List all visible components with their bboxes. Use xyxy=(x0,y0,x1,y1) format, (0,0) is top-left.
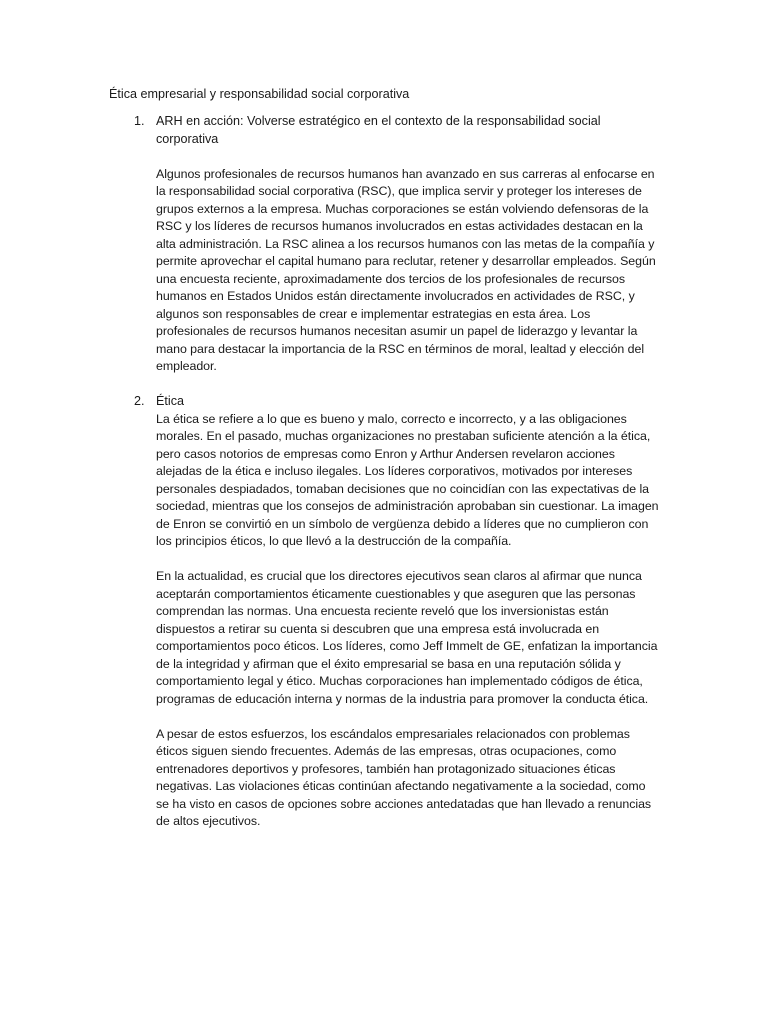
paragraph: La ética se refiere a lo que es bueno y malo, correcto e incorrecto, y a las obligaciones morales. En el pasado, muchas organizaciones no prestaban suficiente atención a la ética, pero casos notorios de empresas como Enron y Arthur Andersen revelaron acciones alejadas de la ética e incluso ilegales. Los líderes corporativos, motivados por intereses personales despiadados, tomaban decisiones que no coincidían con las expectativas de la sociedad, mientras que los consejos de administración aprobaban sin cuestionar. La imagen de Enron se convirtió en un símbolo de vergüenza debido a líderes que no cumplieron con los principios éticos, lo que llevó a la destrucción de la compañía. xyxy=(156,411,659,548)
paragraph: A pesar de estos esfuerzos, los escándalos empresariales relacionados con problemas éticos siguen siendo frecuentes. Además de las empresas, otras ocupaciones, como entrenadores deportivos y profesores, también han protagonizado situaciones éticas negativas. Las violaciones éticas continúan afectando negativamente a la sociedad, como se ha visto en casos de opciones sobre acciones antedatadas que han llevado a renuncias de altos ejecutivos. xyxy=(156,726,652,828)
paragraph-spacer xyxy=(156,551,661,569)
paragraph-spacer xyxy=(156,148,661,166)
paragraph: En la actualidad, es crucial que los directores ejecutivos sean claros al afirmar que nunca aceptarán comportamientos éticamente cuestionables y que aseguren que las personas comprendan las normas. Una encuesta reciente reveló que los inversionistas están dispuestos a retirar su cuenta si descubren que una empresa está involucrada en comportamientos poco éticos. Los líderes, como Jeff Immelt de GE, enfatizan la importancia de la integridad y afirman que el éxito empresarial se basa en una reputación sólida y comportamiento legal y ético. Muchas corporaciones han implementado códigos de ética, programas de educación interna y normas de la industria para promover la conducta ética. xyxy=(156,569,658,706)
section-number: 1. xyxy=(134,114,145,128)
paragraph: Algunos profesionales de recursos humanos han avanzado en sus carreras al enfocarse en la responsabilidad social corporativa (RSC), que implica servir y proteger los intereses de grupos externos a la empresa. Muchas corporaciones se están volviendo defensoras de la RSC y los líderes de recursos humanos involucrados en estas actividades destacan en la alta administración. La RSC alinea a los recursos humanos con las metas de la compañía y permite aprovechar el capital humano para reclutar, retener y desarrollar empleados. Según una encuesta reciente, aproximadamente dos tercios de los profesionales de recursos humanos en Estados Unidos están directamente involucrados en actividades de RSC, y algunos son responsables de crear e implementar estrategias en esta área. Los profesionales de recursos humanos necesitan asumir un papel de liderazgo y levantar la mano para destacar la importancia de la RSC en términos de moral, lealtad y elección del empleador. xyxy=(156,166,656,373)
section-heading: Ética xyxy=(156,394,184,408)
document-title: Ética empresarial y responsabilidad social corporativa xyxy=(109,87,410,101)
section-heading: ARH en acción: Volverse estratégico en el contexto de la responsabilidad social corporativa xyxy=(156,114,601,146)
section-body xyxy=(156,113,661,376)
section-body xyxy=(156,393,661,831)
paragraph-spacer xyxy=(156,708,661,726)
section-number: 2. xyxy=(134,394,145,408)
